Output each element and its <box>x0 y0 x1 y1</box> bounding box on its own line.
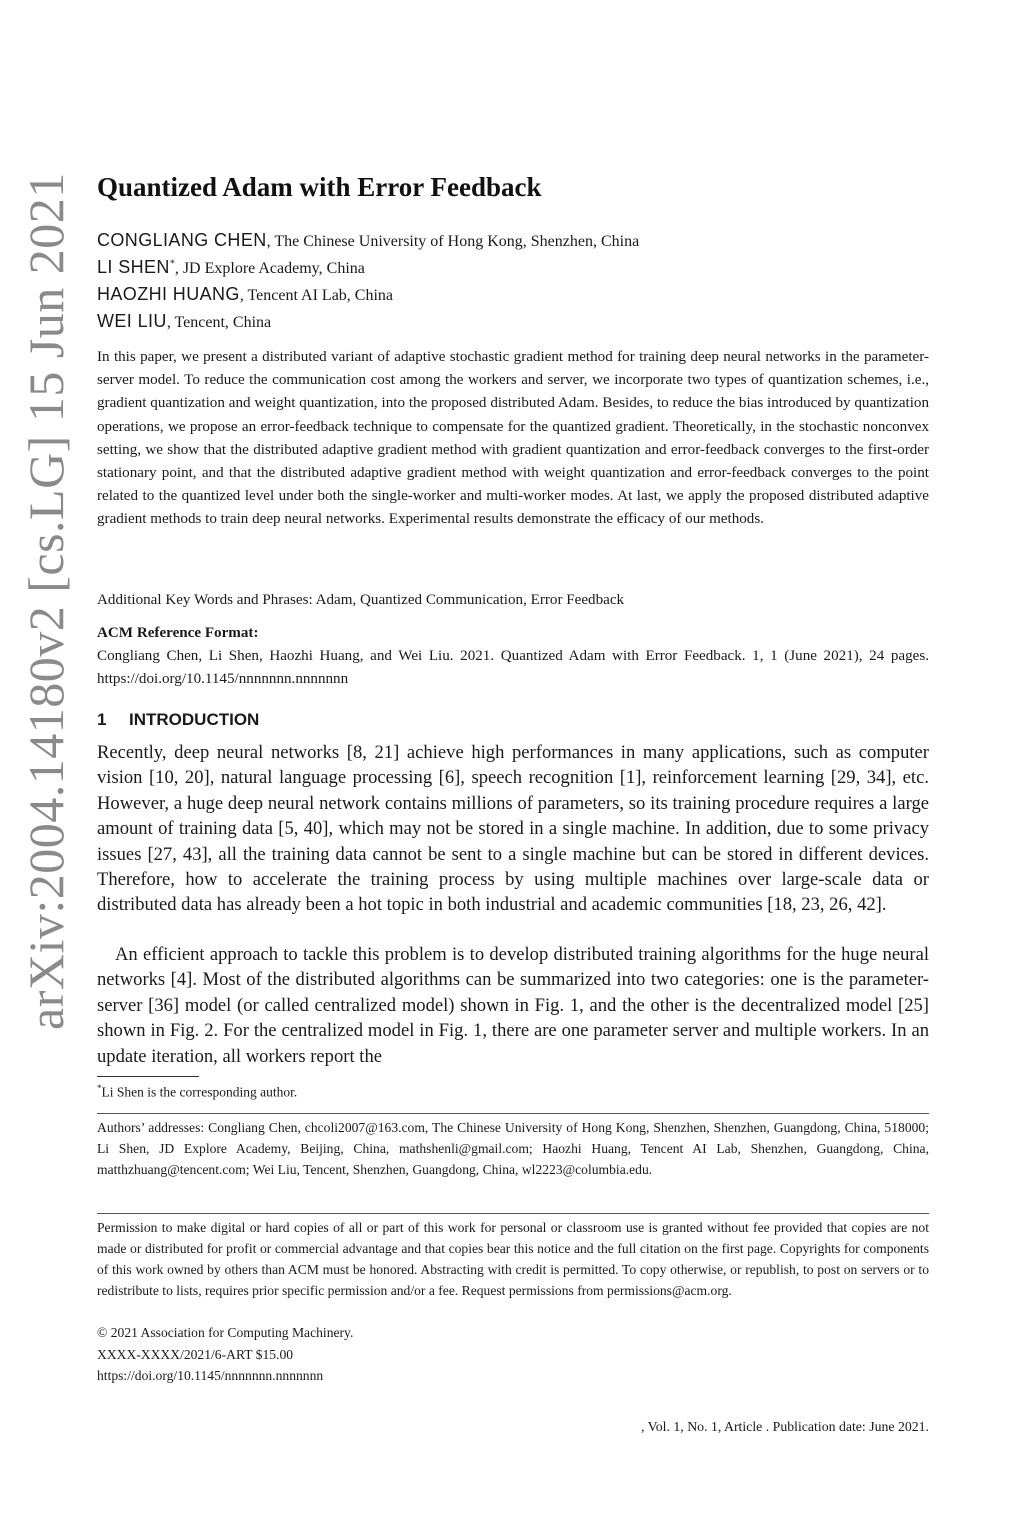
acm-reference-heading: ACM Reference Format: <box>97 625 259 641</box>
section-divider <box>97 1213 929 1214</box>
section-title: INTRODUCTION <box>129 710 260 729</box>
copyright-line: © 2021 Association for Computing Machinery. <box>97 1325 354 1340</box>
author-name: LI SHEN <box>97 257 170 277</box>
author-affiliation: , Tencent AI Lab, China <box>239 287 394 304</box>
author-line <box>97 230 639 251</box>
acm-reference-text: Congliang Chen, Li Shen, Haozhi Huang, and Wei Liu. 2021. Quantized Adam with Error Feedback. 1, 1 (June 2021), 24 pages. https://doi.org/10.1145/nnnnnnn.nnnnnnn <box>97 648 929 688</box>
introduction-paragraph-2: An efficient approach to tackle this problem is to develop distributed training algorithms for the huge neural networks [4]. Most of the distributed algorithms can be summarized into two categories: one is the parameter-server [36] model (or called centralized model) shown in Fig. 1, and the other is the decentralized model [25] shown in Fig. 2. For the centralized model in Fig. 1, there are one parameter server and multiple workers. In an update iteration, all workers report the <box>97 944 929 1067</box>
author-name: WEI LIU <box>97 311 167 331</box>
author-affiliation: , Tencent, China <box>166 314 272 331</box>
corresponding-author-mark: * <box>169 258 175 270</box>
arxiv-identifier-stamp: arXiv:2004.14180v2 [cs.LG] 15 Jun 2021 <box>18 172 74 1030</box>
abstract-text: In this paper, we present a distributed variant of adaptive stochastic gradient method for training deep neural networks in the parameter-server model. To reduce the communication cost among the workers and server, we incorporate two types of quantization schemes, i.e., gradient quantization and weight quantization, into the proposed distributed Adam. Besides, to reduce the bias introduced by quantization operations, we propose an error-feedback technique to compensate for the quantized gradient. Theoretically, in the stochastic nonconvex setting, we show that the distributed adaptive gradient method with gradient quantization and error-feedback converges to the first-order stationary point, and that the distributed adaptive gradient method with weight quantization and error-feedback converges to the point related to the quantized level under both the single-worker and multi-worker modes. At last, we apply the proposed distributed adaptive gradient methods to train deep neural networks. Experimental results demonstrate the efficacy of our methods. <box>97 349 929 528</box>
doi-link[interactable]: https://doi.org/10.1145/nnnnnnn.nnnnnnn <box>97 1368 324 1383</box>
footnote <box>97 1083 297 1101</box>
section-number: 1 <box>97 710 107 729</box>
section-divider <box>97 1113 929 1114</box>
keywords-line: Additional Key Words and Phrases: Adam, Quantized Communication, Error Feedback <box>97 592 625 608</box>
author-name: HAOZHI HUANG <box>97 284 240 304</box>
footnote-divider <box>97 1076 199 1077</box>
author-line <box>97 257 365 278</box>
introduction-paragraph-1: Recently, deep neural networks [8, 21] achieve high performances in many applications, such as computer vision [10, 20], natural language processing [6], speech recognition [1], reinforcement learning [29, 34], etc. However, a huge deep neural network contains millions of parameters, so its training procedure requires a large amount of training data [5, 40], which may not be stored in a single machine. In addition, due to some privacy issues [27, 43], all the training data cannot be sent to a single machine but can be stored in different devices. Therefore, how to accelerate the training process by using multiple machines over large-scale data or distributed data has already been a hot topic in both industrial and academic communities [18, 23, 26, 42]. <box>97 742 929 916</box>
author-affiliation: , JD Explore Academy, China <box>174 260 365 277</box>
author-line <box>97 284 393 305</box>
authors-addresses: Authors’ addresses: Congliang Chen, chcoli2007@163.com, The Chinese University of Hong Kong, Shenzhen, Shenzhen, Guangdong, China, 518000; Li Shen, JD Explore Academy, Beijing, China, mathshenli@gmail.com; Haozhi Huang, Tencent AI Lab, Shenzhen, Guangdong, China, matthzhuang@tencent.com; Wei Liu, Tencent, Shenzhen, Guangdong, China, wl2223@columbia.edu. <box>97 1120 929 1177</box>
footnote-text: Li Shen is the corresponding author. <box>101 1084 298 1100</box>
author-line <box>97 311 271 332</box>
author-affiliation: , The Chinese University of Hong Kong, Shenzhen, China <box>266 233 640 250</box>
paper-title: Quantized Adam with Error Feedback <box>97 172 542 202</box>
publication-info-footer: , Vol. 1, No. 1, Article . Publication date: June 2021. <box>640 1419 929 1434</box>
section-heading-introduction <box>97 710 259 730</box>
footnote-mark: * <box>97 1083 102 1093</box>
permission-notice: Permission to make digital or hard copies of all or part of this work for personal or classroom use is granted without fee provided that copies are not made or distributed for profit or commercial advantage and that copies bear this notice and the full citation on the first page. Copyrights for components of this work owned by others than ACM must be honored. Abstracting with credit is permitted. To copy otherwise, or republish, to post on servers or to redistribute to lists, requires prior specific permission and/or a fee. Request permissions from permissions@acm.org. <box>97 1220 929 1298</box>
issn-line: XXXX-XXXX/2021/6-ART $15.00 <box>97 1347 294 1362</box>
author-name: CONGLIANG CHEN <box>97 230 267 250</box>
